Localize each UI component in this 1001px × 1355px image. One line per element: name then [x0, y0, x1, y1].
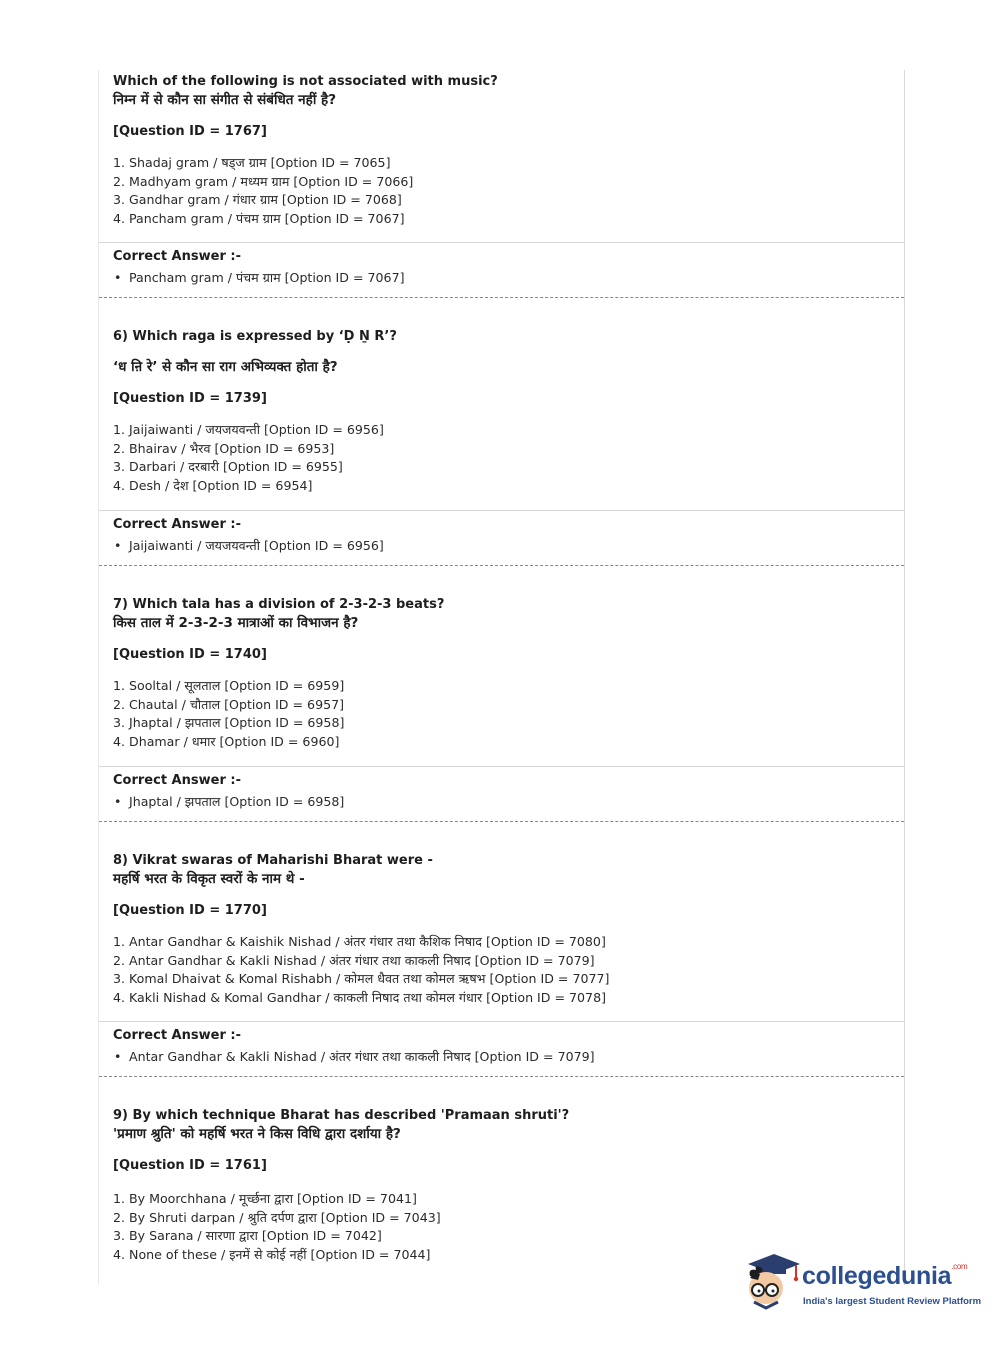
- question-text-english: 8) Vikrat swaras of Maharishi Bharat were -: [113, 853, 433, 868]
- question-divider: [99, 821, 904, 822]
- question-text-hindi: महर्षि भरत के विकृत स्वरों के नाम थे -: [113, 871, 305, 887]
- question-id: [Question ID = 1739]: [113, 391, 267, 406]
- correct-answer-block: [113, 516, 894, 555]
- option-item: 4. Pancham gram / पंचम ग्राम [Option ID = 7067]: [113, 210, 405, 226]
- option-item: 4. None of these / इनमें से कोई नहीं [Option ID = 7044]: [113, 1246, 431, 1262]
- question-block: [113, 328, 894, 495]
- correct-answer-label: Correct Answer :-: [113, 773, 241, 788]
- option-item: 3. By Sarana / सारणा द्वारा [Option ID = 7042]: [113, 1228, 382, 1243]
- options-list: [113, 154, 894, 228]
- question-divider: [99, 1076, 904, 1077]
- option-item: 2. Chautal / चौताल [Option ID = 6957]: [113, 696, 345, 712]
- question-block: [113, 852, 894, 1007]
- correct-answer-label: Correct Answer :-: [113, 517, 241, 532]
- section-divider: [99, 242, 904, 243]
- section-divider: [99, 1021, 904, 1022]
- option-item: 4. Kakli Nishad & Komal Gandhar / काकली निषाद तथा कोमल गंधार [Option ID = 7078]: [113, 989, 606, 1005]
- correct-answer-block: [113, 1027, 894, 1066]
- correct-answer-label: Correct Answer :-: [113, 1028, 241, 1043]
- question-block: [113, 596, 894, 751]
- option-item: 1. Jaijaiwanti / जयजयवन्ती [Option ID = 6956]: [113, 422, 384, 437]
- option-item: 2. Madhyam gram / मध्यम ग्राम [Option ID = 7066]: [113, 173, 414, 189]
- correct-answer-value: • Antar Gandhar & Kakli Nishad / अंतर गंधार तथा काकली निषाद [Option ID = 7079]: [113, 1048, 894, 1066]
- question-text-english: 7) Which tala has a division of 2-3-2-3 beats?: [113, 597, 445, 612]
- correct-answer-block: [113, 248, 894, 287]
- option-item: 4. Desh / देश [Option ID = 6954]: [113, 477, 313, 493]
- option-item: 3. Komal Dhaivat & Komal Rishabh / कोमल धैवत तथा कोमल ऋषभ [Option ID = 7077]: [113, 971, 610, 986]
- option-item: 1. Shadaj gram / षड्ज ग्राम [Option ID = 7065]: [113, 155, 391, 170]
- question-id: [Question ID = 1740]: [113, 647, 267, 662]
- option-item: 3. Gandhar gram / गंधार ग्राम [Option ID = 7068]: [113, 192, 402, 207]
- option-item: 3. Jhaptal / झपताल [Option ID = 6958]: [113, 715, 345, 730]
- options-list: [113, 677, 894, 751]
- correct-answer-value: • Pancham gram / पंचम ग्राम [Option ID = 7067]: [113, 269, 894, 287]
- correct-answer-value: • Jaijaiwanti / जयजयवन्ती [Option ID = 6956]: [113, 537, 894, 555]
- question-block: [113, 73, 894, 228]
- question-text-hindi: किस ताल में 2-3-2-3 मात्राओं का विभाजन है?: [113, 615, 359, 631]
- question-id: [Question ID = 1770]: [113, 903, 267, 918]
- question-text-hindi: निम्न में से कौन सा संगीत से संबंधित नहीं है?: [113, 92, 337, 108]
- question-text-english: 6) Which raga is expressed by ‘Ḍ Ṉ R’?: [113, 329, 397, 344]
- question-divider: [99, 565, 904, 566]
- option-item: 4. Dhamar / धमार [Option ID = 6960]: [113, 733, 340, 749]
- option-item: 1. Sooltal / सूलताल [Option ID = 6959]: [113, 678, 345, 693]
- correct-answer-value: • Jhaptal / झपताल [Option ID = 6958]: [113, 793, 894, 811]
- question-divider: [99, 297, 904, 298]
- question-text-english: 9) By which technique Bharat has described 'Pramaan shruti'?: [113, 1108, 570, 1123]
- option-item: 2. Antar Gandhar & Kakli Nishad / अंतर गंधार तथा काकली निषाद [Option ID = 7079]: [113, 952, 595, 968]
- option-item: 1. By Moorchhana / मूर्च्छना द्वारा [Option ID = 7041]: [113, 1191, 417, 1206]
- options-list: [113, 933, 894, 1007]
- question-block: [113, 1107, 894, 1264]
- correct-answer-block: [113, 772, 894, 811]
- collegedunia-logo: [740, 1248, 982, 1310]
- question-text-hindi: 'प्रमाण श्रुति' को महर्षि भरत ने किस विधि द्वारा दर्शाया है?: [113, 1126, 401, 1142]
- options-list: [113, 421, 894, 495]
- option-item: 2. Bhairav / भैरव [Option ID = 6953]: [113, 440, 335, 456]
- section-divider: [99, 510, 904, 511]
- option-item: 3. Darbari / दरबारी [Option ID = 6955]: [113, 459, 343, 474]
- question-id: [Question ID = 1767]: [113, 124, 267, 139]
- option-item: 2. By Shruti darpan / श्रुति दर्पण द्वारा [Option ID = 7043]: [113, 1209, 441, 1225]
- option-item: 1. Antar Gandhar & Kaishik Nishad / अंतर गंधार तथा कैशिक निषाद [Option ID = 7080]: [113, 934, 606, 949]
- question-id: [Question ID = 1761]: [113, 1158, 267, 1173]
- mascot-icon: [740, 1248, 802, 1310]
- question-text-english: Which of the following is not associated with music?: [113, 74, 498, 89]
- question-paper-page: [98, 70, 905, 1285]
- logo-tagline: India's largest Student Review Platform: [803, 1296, 982, 1307]
- logo-wordmark: collegedunia$^{.com}$: [802, 1262, 968, 1290]
- correct-answer-label: Correct Answer :-: [113, 249, 241, 264]
- question-text-hindi: ‘ध ऩि रे’ से कौन सा राग अभिव्यक्त होता है?: [113, 359, 338, 375]
- section-divider: [99, 766, 904, 767]
